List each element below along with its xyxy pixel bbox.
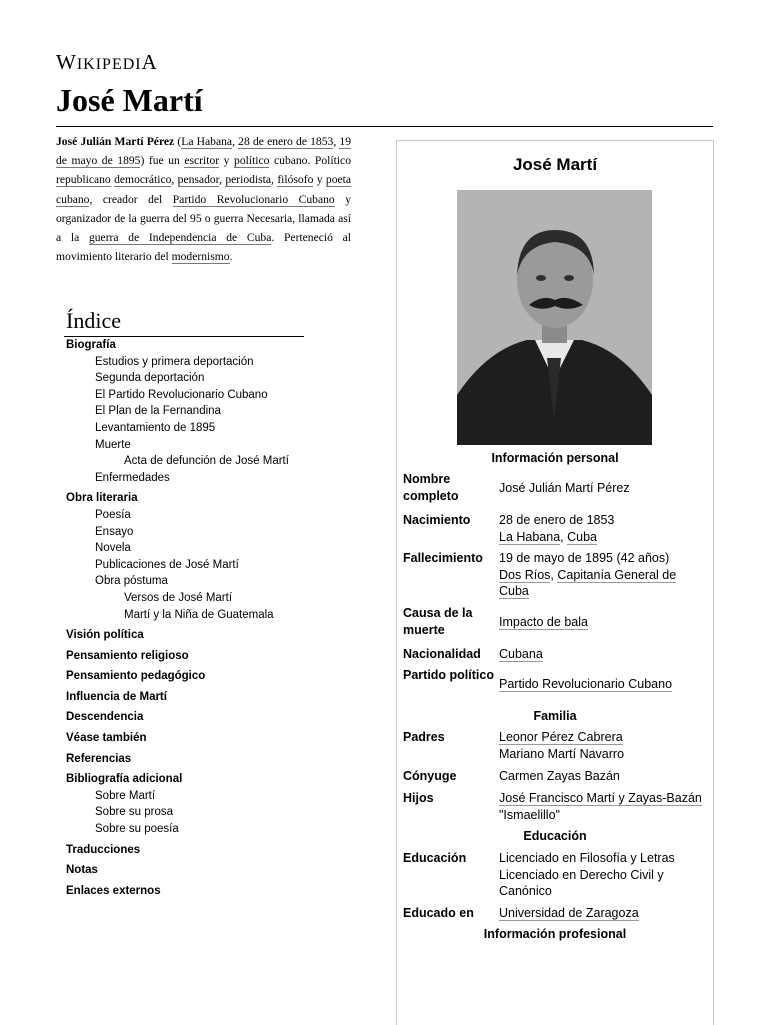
toc-item[interactable]: Pensamiento religioso xyxy=(66,649,189,662)
link-guerra-independencia[interactable]: guerra de Independencia de Cuba xyxy=(88,231,272,245)
toc-item[interactable]: Sobre Martí xyxy=(95,789,156,802)
logo-suffix: A xyxy=(141,50,158,74)
link-modernismo[interactable]: modernismo xyxy=(171,250,230,264)
link-partido-revolucionario[interactable]: Partido Revolucionario Cubano xyxy=(172,192,335,206)
intro-text: , xyxy=(171,173,178,187)
table-of-contents xyxy=(62,308,312,899)
value-nombre-completo: José Julián Martí Pérez xyxy=(499,481,630,495)
intro-text: , xyxy=(333,135,340,148)
toc-item[interactable]: El Plan de la Fernandina xyxy=(95,405,221,418)
toc-item[interactable]: Enfermedades xyxy=(95,471,170,484)
separator: , xyxy=(560,529,568,544)
toc-item[interactable]: Segunda deportación xyxy=(95,372,205,385)
toc-title: Índice xyxy=(66,308,121,333)
toc-item[interactable]: Poesía xyxy=(95,508,131,521)
link-poeta[interactable]: poeta cubano xyxy=(56,173,352,206)
hijo-apodo: "Ismaelillo" xyxy=(499,807,560,822)
toc-item[interactable]: Descendencia xyxy=(66,711,144,724)
link-periodista[interactable]: periodista xyxy=(225,173,272,187)
intro-text: , xyxy=(219,173,226,187)
label-educado-en: Educado en xyxy=(403,906,474,920)
toc-list xyxy=(62,337,312,899)
toc-item[interactable]: Levantamiento de 1895 xyxy=(95,421,216,434)
intro-text: , creador del xyxy=(89,192,173,206)
logo-prefix: W xyxy=(56,50,77,74)
label-fallecimiento: Fallecimiento xyxy=(403,551,483,565)
full-name: José Julián Martí Pérez xyxy=(56,135,175,148)
label-educacion: Educación xyxy=(403,851,467,865)
value-causa-muerte xyxy=(499,614,707,631)
toc-item[interactable]: Biografía xyxy=(66,339,116,351)
intro-text: ( xyxy=(174,135,182,148)
value-conyuge: Carmen Zayas Bazán xyxy=(499,769,620,783)
link-politico[interactable]: político xyxy=(234,154,270,168)
toc-item[interactable]: Acta de defunción de José Martí xyxy=(124,455,289,468)
toc-item[interactable]: Sobre su prosa xyxy=(95,806,173,819)
intro-text: y xyxy=(219,154,235,168)
toc-item[interactable]: Muerte xyxy=(95,438,131,451)
link-republicano[interactable]: republicano xyxy=(56,173,111,187)
page-title: José Martí xyxy=(56,82,203,118)
label-causa-muerte: Causa de la muerte xyxy=(403,606,473,637)
toc-item[interactable]: Obra literaria xyxy=(66,492,138,505)
intro-text: y organizador de la guerra del 95 o guerra Necesaria, llamada así a la xyxy=(56,192,351,245)
section-informacion-profesional: Información profesional xyxy=(483,927,627,941)
link-la-habana[interactable]: La Habana xyxy=(181,135,233,148)
section-educacion: Educación xyxy=(523,829,587,843)
intro-text: . xyxy=(229,250,233,264)
toc-item[interactable]: Ensayo xyxy=(95,525,134,538)
value-fallecimiento xyxy=(499,550,707,600)
label-nacionalidad: Nacionalidad xyxy=(403,647,481,661)
link-birth-date[interactable]: 28 de enero de 1853 xyxy=(238,135,334,148)
toc-item[interactable]: Publicaciones de José Martí xyxy=(95,558,239,571)
toc-item[interactable]: Bibliografía adicional xyxy=(66,773,183,786)
link-pensador[interactable]: pensador xyxy=(177,173,220,187)
toc-item[interactable]: Novela xyxy=(95,542,131,555)
death-date: 19 de mayo de 1895 (42 años) xyxy=(499,551,670,565)
toc-item[interactable]: Versos de José Martí xyxy=(124,591,233,604)
toc-item[interactable]: Pensamiento pedagógico xyxy=(66,670,206,683)
label-partido-politico: Partido político xyxy=(403,668,494,682)
toc-item[interactable]: Sobre su poesía xyxy=(95,823,179,836)
infobox xyxy=(396,140,714,1025)
intro-text: . Perteneció al movimiento literario del xyxy=(56,231,351,264)
link-madre[interactable]: Leonor Pérez Cabrera xyxy=(499,730,623,744)
logo-rest: IKIPEDI xyxy=(76,56,142,73)
portrait-photo[interactable] xyxy=(457,190,652,445)
link-universidad[interactable]: Universidad de Zaragoza xyxy=(499,906,639,920)
toc-item[interactable]: Véase también xyxy=(66,732,147,745)
infobox-title: José Martí xyxy=(512,155,598,174)
birth-date: 28 de enero de 1853 xyxy=(499,513,615,527)
link-filosofo[interactable]: filósofo xyxy=(277,173,314,187)
link-impacto-bala[interactable]: Impacto de bala xyxy=(499,615,588,629)
toc-item[interactable]: El Partido Revolucionario Cubano xyxy=(95,388,268,401)
section-familia: Familia xyxy=(533,709,577,723)
toc-item[interactable]: Enlaces externos xyxy=(66,884,161,897)
titulo-2: Licenciado en Derecho Civil y Canónico xyxy=(499,867,664,898)
titulo-1: Licenciado en Filosofía y Letras xyxy=(499,851,675,865)
value-educacion xyxy=(499,850,707,900)
wikipedia-logo[interactable] xyxy=(56,50,158,75)
link-cubana[interactable]: Cubana xyxy=(499,647,543,661)
value-padres xyxy=(499,729,707,762)
separator: , xyxy=(550,567,558,582)
link-deathplace-region[interactable]: Capitanía General de Cuba xyxy=(499,567,677,598)
toc-item[interactable]: Traducciones xyxy=(66,843,141,856)
intro-text: y xyxy=(313,173,326,187)
toc-item[interactable]: Visión política xyxy=(66,629,144,642)
link-death-date[interactable]: 19 de mayo de 1895 xyxy=(56,135,352,168)
link-partido[interactable]: Partido Revolucionario Cubano xyxy=(499,677,673,691)
link-hijo[interactable]: José Francisco Martí y Zayas-Bazán xyxy=(499,791,702,805)
toc-item[interactable]: Notas xyxy=(66,864,98,877)
value-educado-en xyxy=(499,905,707,922)
label-hijos: Hijos xyxy=(403,791,434,805)
label-conyuge: Cónyuge xyxy=(403,769,457,783)
link-deathplace[interactable]: Dos Ríos xyxy=(499,567,551,582)
intro-text: , xyxy=(271,173,278,187)
value-nacimiento xyxy=(499,512,707,545)
link-democratico[interactable]: democrático xyxy=(114,173,172,187)
portrait-image xyxy=(457,190,652,445)
toc-item[interactable]: Influencia de Martí xyxy=(66,690,167,703)
intro-paragraph xyxy=(56,132,351,266)
padre: Mariano Martí Navarro xyxy=(499,746,625,761)
value-hijos xyxy=(499,790,707,823)
label-nombre-completo: Nombre completo xyxy=(403,472,459,503)
toc-item[interactable]: Obra póstuma xyxy=(95,575,168,588)
toc-item[interactable]: Martí y la Niña de Guatemala xyxy=(124,608,274,621)
toc-item[interactable]: Referencias xyxy=(66,752,132,765)
link-birthplace-country[interactable]: Cuba xyxy=(567,529,598,544)
link-birthplace-city[interactable]: La Habana xyxy=(499,529,561,544)
value-nacionalidad xyxy=(499,646,707,663)
section-informacion-personal: Información personal xyxy=(491,451,619,465)
title-divider xyxy=(56,126,713,127)
toc-item[interactable]: Estudios y primera deportación xyxy=(95,355,254,368)
link-escritor[interactable]: escritor xyxy=(184,154,220,168)
label-padres: Padres xyxy=(403,730,445,744)
value-partido-politico xyxy=(499,676,707,693)
label-nacimiento: Nacimiento xyxy=(403,513,471,527)
intro-text: , xyxy=(232,135,239,148)
intro-text: cubano. Político xyxy=(269,154,351,168)
intro-text: ) fue un xyxy=(140,154,185,168)
